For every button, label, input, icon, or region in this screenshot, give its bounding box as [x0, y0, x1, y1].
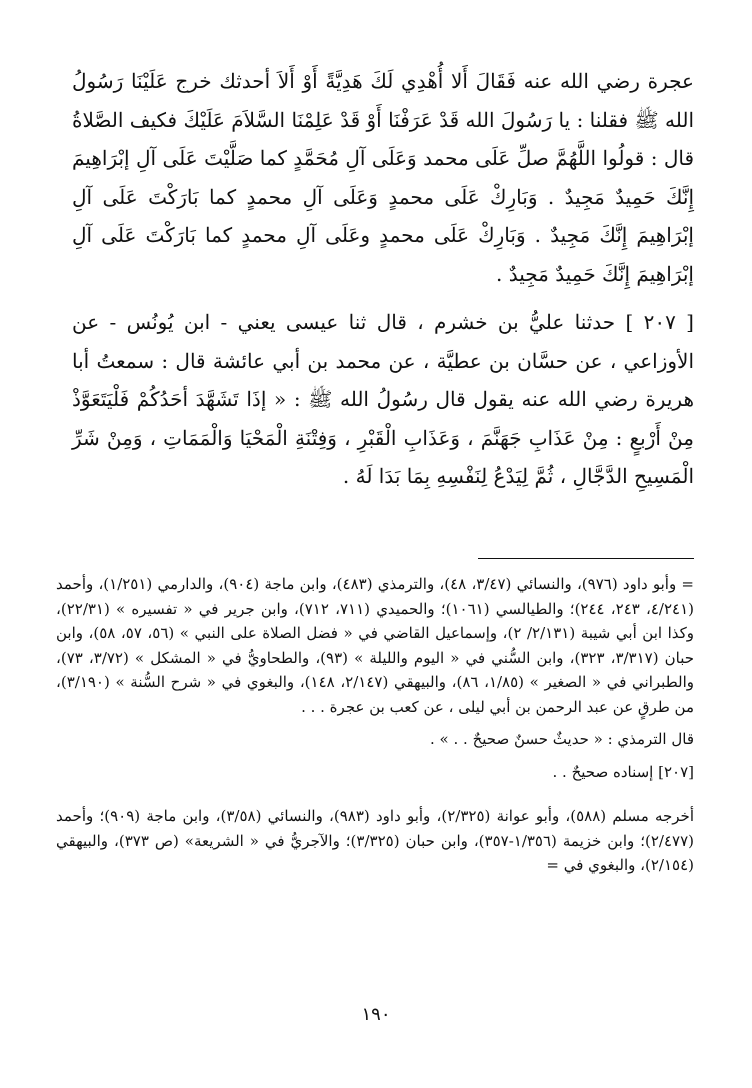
hadith-207-paragraph: [ ٢٠٧ ] حدثنا عليُّ بن خشرم ، قال ثنا عيسى يعني - ابن يُونُس - عن الأوزاعي ، عن حسَّان بن عطيَّة ، عن محمد بن أبي عائشة قال : سمعتُ أبا هريرة رضي الله عنه يقول قال رسُولُ الله ﷺ : « إذَا تَشَهَّدَ أحَدُكُمْ فَلْيَتَعَوَّذْ مِنْ أَرْبعٍ : مِنْ عَذَابِ جَهَنَّمَ ، وَعَذَابِ الْقَبْرِ ، وَفِتْنَةِ الْمَحْيَا وَالْمَمَاتِ ، وَمِنْ شَرِّ الْمَسِيحِ الدَّجَّالِ ، ثُمَّ لِيَدْعُ لِنَفْسِهِ بِمَا بَدَا لَهُ .: [72, 310, 694, 488]
footnotes: [56, 572, 694, 878]
footnote-takhrij: أخرجه مسلم (٥٨٨)، وأبو عوانة (٢/٣٢٥)، وأبو داود (٩٨٣)، والنسائي (٣/٥٨)، وابن ماجة (٩٠٩)؛ وأحمد (٢/٤٧٧)؛ وابن خزيمة (١/٣٥٦-٣٥٧)، وابن حبان (٣/٣٢٥)؛ والآجريُّ في « الشريعة» (ص ٣٧٣)، والبيهقي (٢/١٥٤)، والبغوي في =: [56, 807, 694, 874]
main-paragraph: عجرة رضي الله عنه فَقَالَ أَلا أُهْدِي لَكَ هَدِيَّةً أَوْ أَلاَ أحدثك خرج عَلَيْنَا رَسُولُ الله ﷺ فقلنا : يا رَسُولَ الله قَدْ عَرَفْنَا أَوْ قَدْ عَلِمْنَا السَّلاَمَ عَلَيْكَ فكيف الصَّلاةُ قال : قولُوا اللَّهُمَّ صلِّ عَلَى محمد وَعَلَى آلِ مُحَمَّدٍ كما صَلَّيْتَ عَلَى آلِ إبْرَاهِيمَ إِنَّكَ حَمِيدٌ مَجِيدٌ . وَبَارِكْ عَلَى محمدٍ وَعَلَى آلِ محمدٍ كما بَارَكْتَ عَلَى آلِ إبْرَاهِيمَ إِنَّكَ مَجِيدٌ . وَبَارِكْ عَلَى محمدٍ وعَلَى آلِ محمدٍ كما بَارَكْتَ عَلَى آلِ إبْرَاهِيمَ إِنَّكَ حَمِيدٌ مَجِيدٌ .: [72, 69, 694, 286]
footnote-divider: [478, 558, 694, 559]
footnote-continuation: = وأبو داود (٩٧٦)، والنسائي (٣/٤٧، ٤٨)، والترمذي (٤٨٣)، وابن ماجة (٩٠٤)، والدارمي (١/٢٥١)، وأحمد (٤/٢٤١، ٢٤٣، ٢٤٤)؛ والطيالسي (١٠٦١)؛ والحميدي (٧١١، ٧١٢)، وابن جرير في « تفسيره » (٢٢/٣١)، وكذا ابن أبي شيبة (٢/١٣١/ ٢)، وإسماعيل القاضي في « فضل الصلاة على النبي » (٥٦، ٥٧، ٥٨)، وابن حبان (٣/٣١٧، ٣٢٣)، وابن السُّني في « اليوم والليلة » (٩٣)، والطحاويُّ في « المشكل » (٣/٧٢، ٧٣)، والطبراني في « الصغير » (١/٨٥، ٨٦)، والبيهقي (٢/١٤٧، ١٤٨)، والبغوي في « شرح السُّنة » (٣/١٩٠)، من طرقٍ عن عبد الرحمن بن أبي ليلى ، عن كعب بن عجرة . . .: [56, 575, 695, 716]
main-text: [72, 62, 694, 496]
page-number: ١٩٠: [361, 1004, 391, 1025]
footnote-tirmidhi-grading: قال الترمذي : « حديثٌ حسنٌ صحيحٌ . . » .: [430, 730, 694, 748]
footnote-isnad-grading: [٢٠٧] إسناده صحيحٌ . .: [552, 762, 694, 781]
